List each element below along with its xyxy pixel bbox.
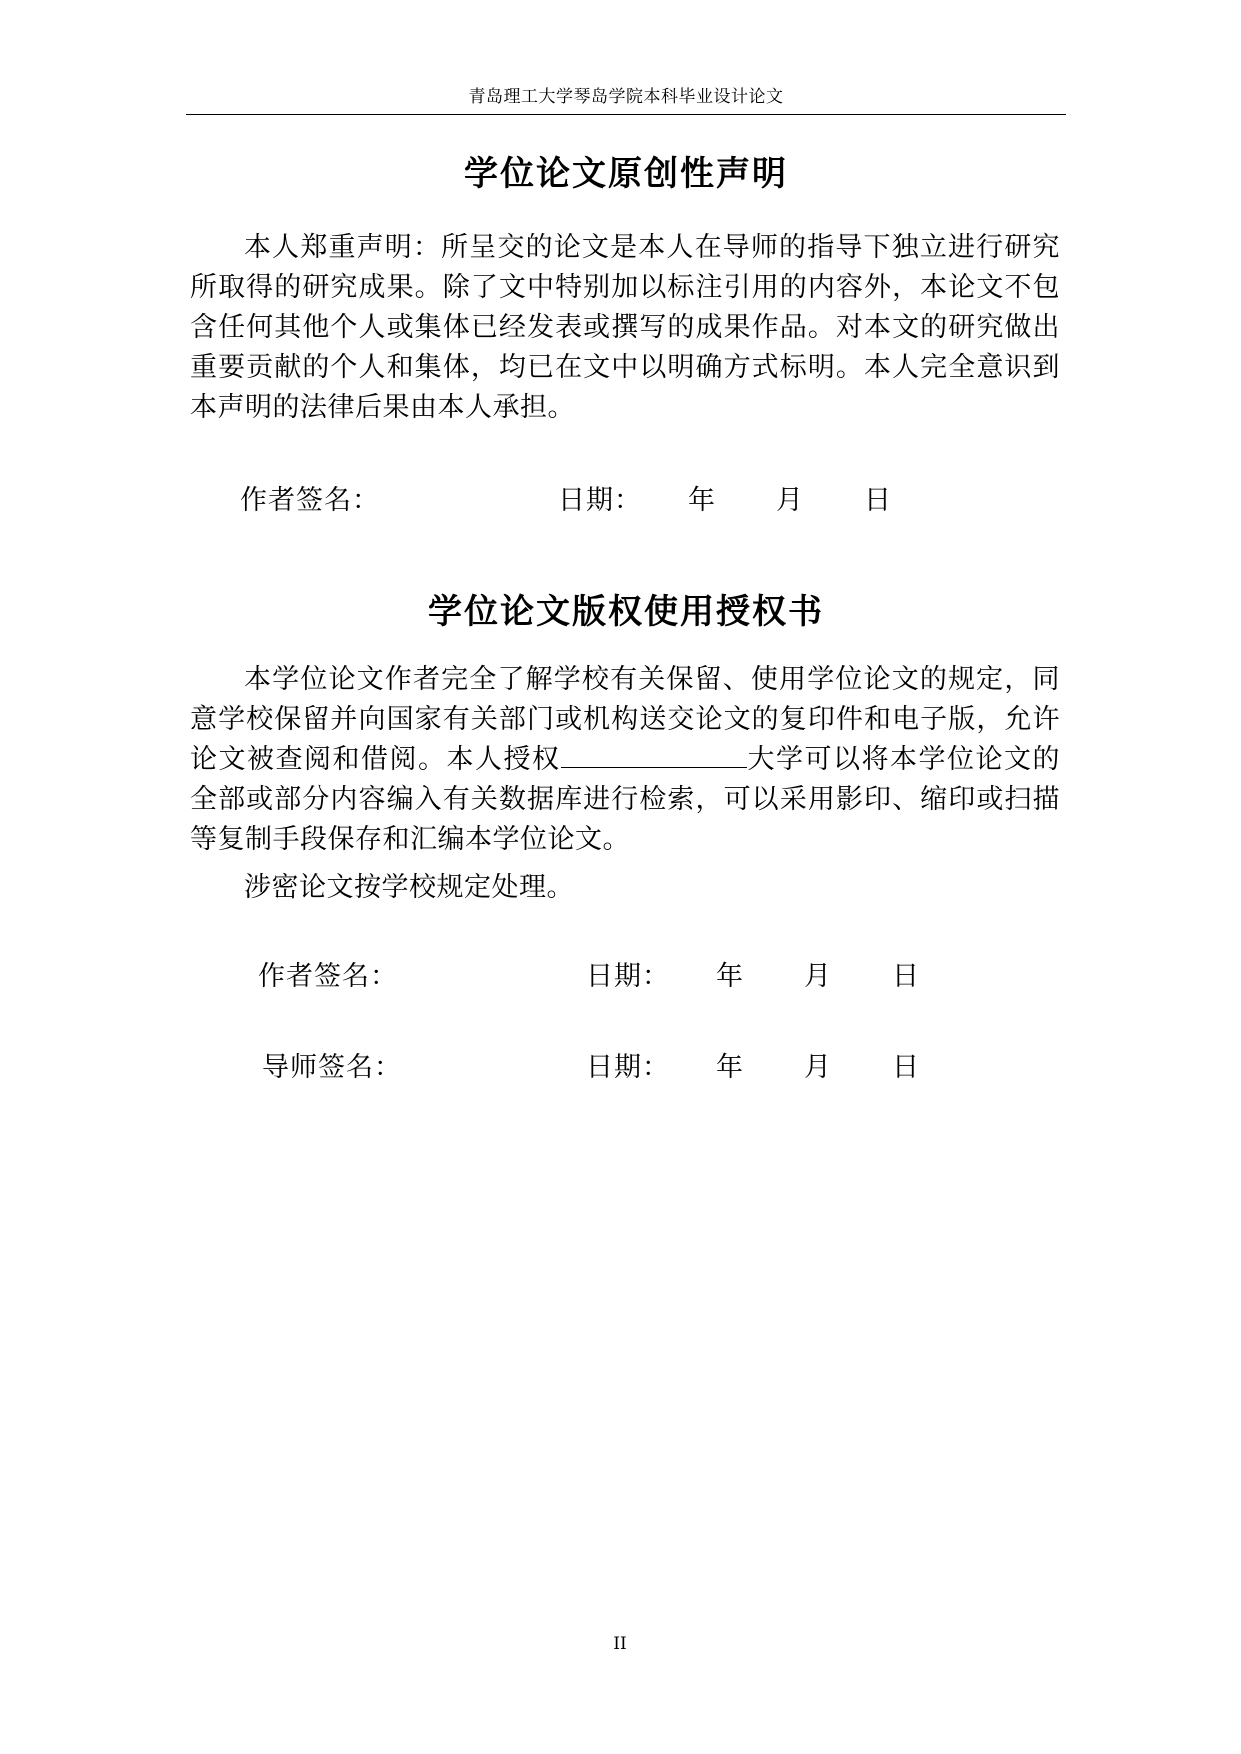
copyright-body bbox=[190, 660, 1060, 860]
copyright-body-part2: 大学可以将本学位论文的全部或部分内容编入有关数据库进行检索，可以采用影印、缩印或扫描等复制手段保存和汇编本学位论文。 bbox=[190, 744, 1060, 855]
advisor-signature-row bbox=[262, 1048, 962, 1088]
day-label: 日 bbox=[892, 1052, 920, 1083]
year-label: 年 bbox=[716, 1052, 744, 1083]
originality-title: 学位论文原创性声明 bbox=[464, 154, 788, 194]
page-number: II bbox=[613, 1634, 627, 1654]
day-label: 日 bbox=[864, 485, 892, 516]
day-label: 日 bbox=[892, 961, 920, 992]
author-signature-row bbox=[258, 957, 958, 997]
header-rule bbox=[186, 114, 1066, 115]
advisor-signature-label: 导师签名： bbox=[262, 1052, 402, 1083]
originality-body: 本人郑重声明：所呈交的论文是本人在导师的指导下独立进行研究所取得的研究成果。除了文中特别加以标注引用的内容外，本论文不包含任何其他个人或集体已经发表或撰写的成果作品。对本文的研究做出重要贡献的个人和集体，均已在文中以明确方式标明。本人完全意识到本声明的法律后果由本人承担。 bbox=[190, 232, 1060, 423]
year-label: 年 bbox=[688, 485, 716, 516]
date-label: 日期： bbox=[558, 485, 642, 516]
month-label: 月 bbox=[776, 485, 804, 516]
author-signature-label: 作者签名： bbox=[240, 485, 380, 516]
copyright-body-part1: 本学位论文作者完全了解学校有关保留、使用学位论文的规定，同意学校保留并向国家有关部门或机构送交论文的复印件和电子版，允许论文被查阅和借阅。本人授权 bbox=[190, 664, 1060, 775]
month-label: 月 bbox=[804, 961, 832, 992]
month-label: 月 bbox=[804, 1052, 832, 1083]
secret-note: 涉密论文按学校规定处理。 bbox=[244, 872, 574, 903]
university-blank-line bbox=[561, 741, 747, 768]
originality-signature-row bbox=[240, 481, 940, 521]
date-label: 日期： bbox=[586, 1052, 670, 1083]
author-signature-label: 作者签名： bbox=[258, 961, 398, 992]
running-header: 青岛理工大学琴岛学院本科毕业设计论文 bbox=[468, 87, 784, 107]
copyright-title: 学位论文版权使用授权书 bbox=[428, 592, 824, 632]
year-label: 年 bbox=[716, 961, 744, 992]
date-label: 日期： bbox=[586, 961, 670, 992]
